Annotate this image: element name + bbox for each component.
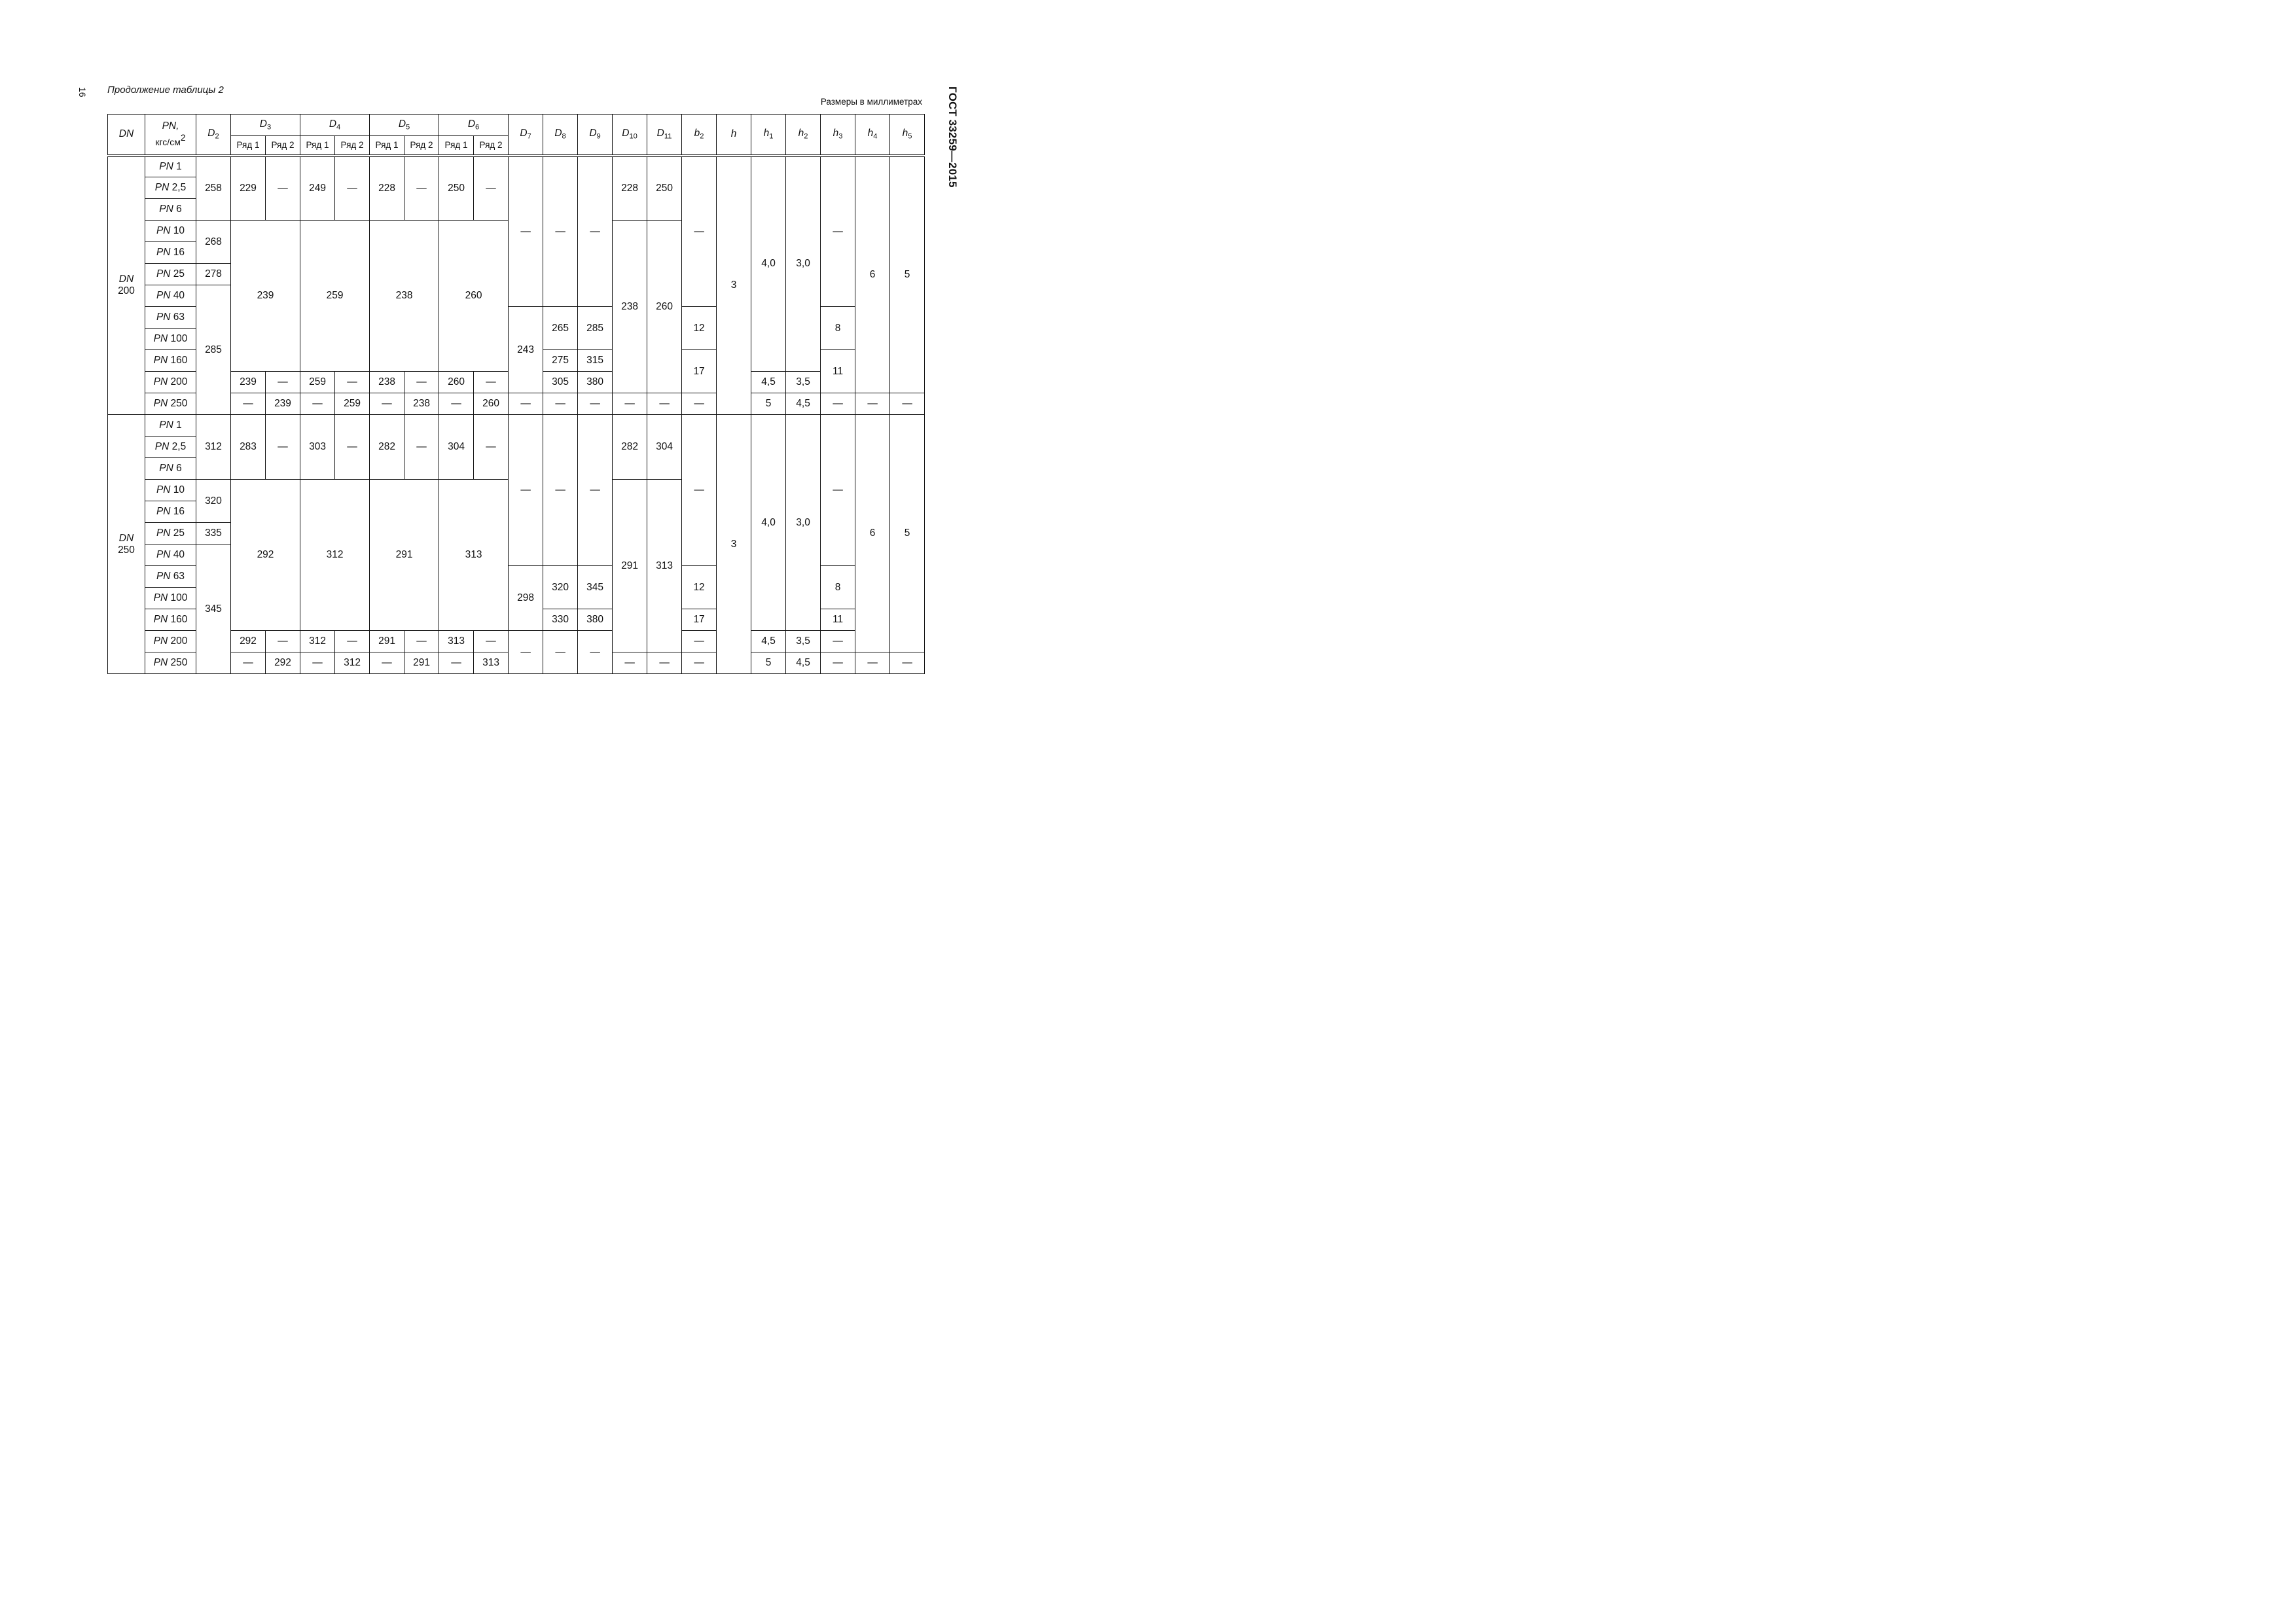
pn-cell: PN 16 [145,501,196,523]
pn-cell: PN 100 [145,329,196,350]
d3-row1-cell: 283 [231,415,266,480]
h1-cell: 5 [751,393,786,415]
d6-row1-cell: — [439,393,474,415]
header-d2: $D_2$ [196,115,231,156]
header-d6-row2: Ряд 2 [474,136,509,156]
d8-cell: — [543,415,578,566]
h-cell: 3 [717,415,751,674]
d6-row1-cell: 250 [439,156,474,221]
d9-cell: — [578,631,613,674]
dn-cell: DN 200 [108,156,145,415]
pn-cell: PN 200 [145,372,196,393]
d7-cell: — [509,415,543,566]
d3-row2-cell: — [266,156,300,221]
table-row [108,156,925,177]
d3-row1-cell: 239 [231,372,266,393]
h2-cell: 4,5 [786,652,821,674]
h3-cell: — [821,631,855,652]
b2-cell: 12 [682,307,717,350]
header-d9: $D_9$ [578,115,613,156]
h3-cell: 8 [821,307,855,350]
d3-row2-cell: — [266,415,300,480]
pn-cell: PN 160 [145,609,196,631]
b2-cell: 12 [682,566,717,609]
pn-cell: PN 6 [145,199,196,221]
pn-cell: PN 200 [145,631,196,652]
d4-row1-cell: 249 [300,156,335,221]
d9-cell: — [578,393,613,415]
d4-row1-cell: 303 [300,415,335,480]
d9-cell: — [578,415,613,566]
standard-designation: ГОСТ 33259—2015 [946,86,959,188]
pn-cell: PN 1 [145,415,196,437]
d9-cell: 380 [578,609,613,631]
table-row [108,393,925,415]
h3-cell: — [821,652,855,674]
d2-cell: 278 [196,264,231,285]
d8-cell: 265 [543,307,578,350]
header-h1: $h_1$ [751,115,786,156]
h4-cell: 6 [855,415,890,652]
d2-cell: 268 [196,221,231,264]
d11-cell: — [647,652,682,674]
d9-cell: 285 [578,307,613,350]
d10-cell: — [613,393,647,415]
d6-row1-cell: 260 [439,372,474,393]
pn-cell: PN 63 [145,566,196,588]
d5-row2-cell: — [404,415,439,480]
h2-cell: 3,0 [786,415,821,631]
d2-cell: 258 [196,156,231,221]
d3-row1-cell: — [231,393,266,415]
h3-cell: — [821,393,855,415]
d10-cell: — [613,652,647,674]
d8-cell: 330 [543,609,578,631]
header-d7: $D_7$ [509,115,543,156]
header-row [108,115,925,136]
h2-cell: 3,0 [786,156,821,372]
d6-cell: 260 [439,221,509,372]
d11-cell: 304 [647,415,682,480]
d10-cell: 238 [613,221,647,393]
header-d3: $D_3$ [231,115,300,136]
header-d4: $D_4$ [300,115,370,136]
header-d10: $D_{10}$ [613,115,647,156]
dn-cell: DN 250 [108,415,145,674]
d2-cell: 312 [196,415,231,480]
pn-cell: PN 63 [145,307,196,329]
d8-cell: 320 [543,566,578,609]
h2-cell: 3,5 [786,372,821,393]
d8-cell: — [543,156,578,307]
d4-cell: 259 [300,221,370,372]
pn-cell: PN 6 [145,458,196,480]
d5-cell: 238 [370,221,439,372]
d11-cell: 260 [647,221,682,393]
h3-cell: 11 [821,609,855,631]
h1-cell: 5 [751,652,786,674]
h1-cell: 4,0 [751,156,786,372]
header-d3-row1: Ряд 1 [231,136,266,156]
h3-cell: — [821,415,855,566]
b2-cell: — [682,652,717,674]
h3-cell: — [821,156,855,307]
header-d4-row1: Ряд 1 [300,136,335,156]
d3-row2-cell: — [266,631,300,652]
d6-row1-cell: 313 [439,631,474,652]
pn-cell: PN 25 [145,523,196,544]
h2-cell: 4,5 [786,393,821,415]
b2-cell: 17 [682,609,717,631]
h3-cell: 11 [821,350,855,393]
d5-row1-cell: 282 [370,415,404,480]
d7-cell: 298 [509,566,543,631]
d6-row2-cell: — [474,631,509,652]
d6-row2-cell: — [474,415,509,480]
d4-row1-cell: — [300,393,335,415]
d3-row2-cell: 292 [266,652,300,674]
d6-row2-cell: 313 [474,652,509,674]
header-dn: DN [108,115,145,156]
h4-cell: 6 [855,156,890,393]
pn-cell: PN 25 [145,264,196,285]
b2-cell: — [682,415,717,566]
d3-row2-cell: 239 [266,393,300,415]
d4-row1-cell: 312 [300,631,335,652]
pn-cell: PN 160 [145,350,196,372]
h-cell: 3 [717,156,751,415]
d3-row1-cell: 229 [231,156,266,221]
header-d6-row1: Ряд 1 [439,136,474,156]
header-h: h [717,115,751,156]
d3-row2-cell: — [266,372,300,393]
d5-row2-cell: 238 [404,393,439,415]
h1-cell: 4,0 [751,415,786,631]
h3-cell: 8 [821,566,855,609]
d2-cell: 285 [196,285,231,415]
pn-cell: PN 250 [145,393,196,415]
d2-cell: 320 [196,480,231,523]
d5-row2-cell: 291 [404,652,439,674]
pn-cell: PN 40 [145,285,196,307]
d6-row1-cell: 304 [439,415,474,480]
d10-cell: 228 [613,156,647,221]
d4-row2-cell: — [335,372,370,393]
h5-cell: 5 [890,156,925,393]
header-d5-row2: Ряд 2 [404,136,439,156]
d3-cell: 292 [231,480,300,631]
d9-cell: 380 [578,372,613,393]
d9-cell: 315 [578,350,613,372]
header-b2: $b_2$ [682,115,717,156]
d8-cell: — [543,631,578,674]
d5-cell: 291 [370,480,439,631]
d6-row2-cell: — [474,156,509,221]
h4-cell: — [855,652,890,674]
b2-cell: — [682,393,717,415]
header-d3-row2: Ряд 2 [266,136,300,156]
d6-row1-cell: — [439,652,474,674]
header-h5: $h_5$ [890,115,925,156]
d8-cell: 305 [543,372,578,393]
dimensions-table [107,114,925,674]
d6-row2-cell: 260 [474,393,509,415]
d4-row2-cell: — [335,156,370,221]
header-h4: $h_4$ [855,115,890,156]
table-caption: Продолжение таблицы 2 [107,84,224,96]
h5-cell: — [890,652,925,674]
d8-cell: 275 [543,350,578,372]
d9-cell: — [578,156,613,307]
b2-cell: 17 [682,350,717,393]
d4-row2-cell: — [335,631,370,652]
d4-row2-cell: 259 [335,393,370,415]
d5-row2-cell: — [404,372,439,393]
d8-cell: — [543,393,578,415]
d2-cell: 335 [196,523,231,544]
table-row [108,415,925,437]
d5-row1-cell: 228 [370,156,404,221]
d3-row1-cell: 292 [231,631,266,652]
b2-cell: — [682,631,717,652]
header-h2: $h_2$ [786,115,821,156]
pn-cell: PN 40 [145,544,196,566]
pn-cell: PN 10 [145,221,196,242]
d4-row2-cell: — [335,415,370,480]
d4-row1-cell: — [300,652,335,674]
d4-cell: 312 [300,480,370,631]
d4-row2-cell: 312 [335,652,370,674]
pn-cell: PN 1 [145,156,196,177]
d4-row1-cell: 259 [300,372,335,393]
d9-cell: 345 [578,566,613,609]
d11-cell: 313 [647,480,682,652]
d5-row1-cell: 291 [370,631,404,652]
header-d4-row2: Ряд 2 [335,136,370,156]
h2-cell: 3,5 [786,631,821,652]
d7-cell: 243 [509,307,543,393]
b2-cell: — [682,156,717,307]
d11-cell: — [647,393,682,415]
d10-cell: 291 [613,480,647,652]
d5-row1-cell: — [370,393,404,415]
header-h3: $h_3$ [821,115,855,156]
d5-row2-cell: — [404,156,439,221]
d5-row2-cell: — [404,631,439,652]
d3-row1-cell: — [231,652,266,674]
pn-cell: PN 16 [145,242,196,264]
d3-cell: 239 [231,221,300,372]
h1-cell: 4,5 [751,631,786,652]
h1-cell: 4,5 [751,372,786,393]
h5-cell: — [890,393,925,415]
h5-cell: 5 [890,415,925,652]
page-number: 16 [77,87,88,98]
header-pn: PN, кгс/см2 [145,115,196,156]
d7-cell: — [509,631,543,674]
d6-row2-cell: — [474,372,509,393]
header-d5: $D_5$ [370,115,439,136]
header-d6: $D_6$ [439,115,509,136]
table-row [108,631,925,652]
d10-cell: 282 [613,415,647,480]
d11-cell: 250 [647,156,682,221]
header-d8: $D_8$ [543,115,578,156]
header-d11: $D_{11}$ [647,115,682,156]
d6-cell: 313 [439,480,509,631]
d5-row1-cell: — [370,652,404,674]
d2-cell: 345 [196,544,231,674]
units-note: Размеры в миллиметрах [820,97,922,107]
pn-cell: PN 2,5 [145,177,196,199]
d7-cell: — [509,393,543,415]
d7-cell: — [509,156,543,307]
pn-cell: PN 10 [145,480,196,501]
pn-cell: PN 100 [145,588,196,609]
d5-row1-cell: 238 [370,372,404,393]
pn-cell: PN 2,5 [145,437,196,458]
pn-cell: PN 250 [145,652,196,674]
header-d5-row1: Ряд 1 [370,136,404,156]
h4-cell: — [855,393,890,415]
